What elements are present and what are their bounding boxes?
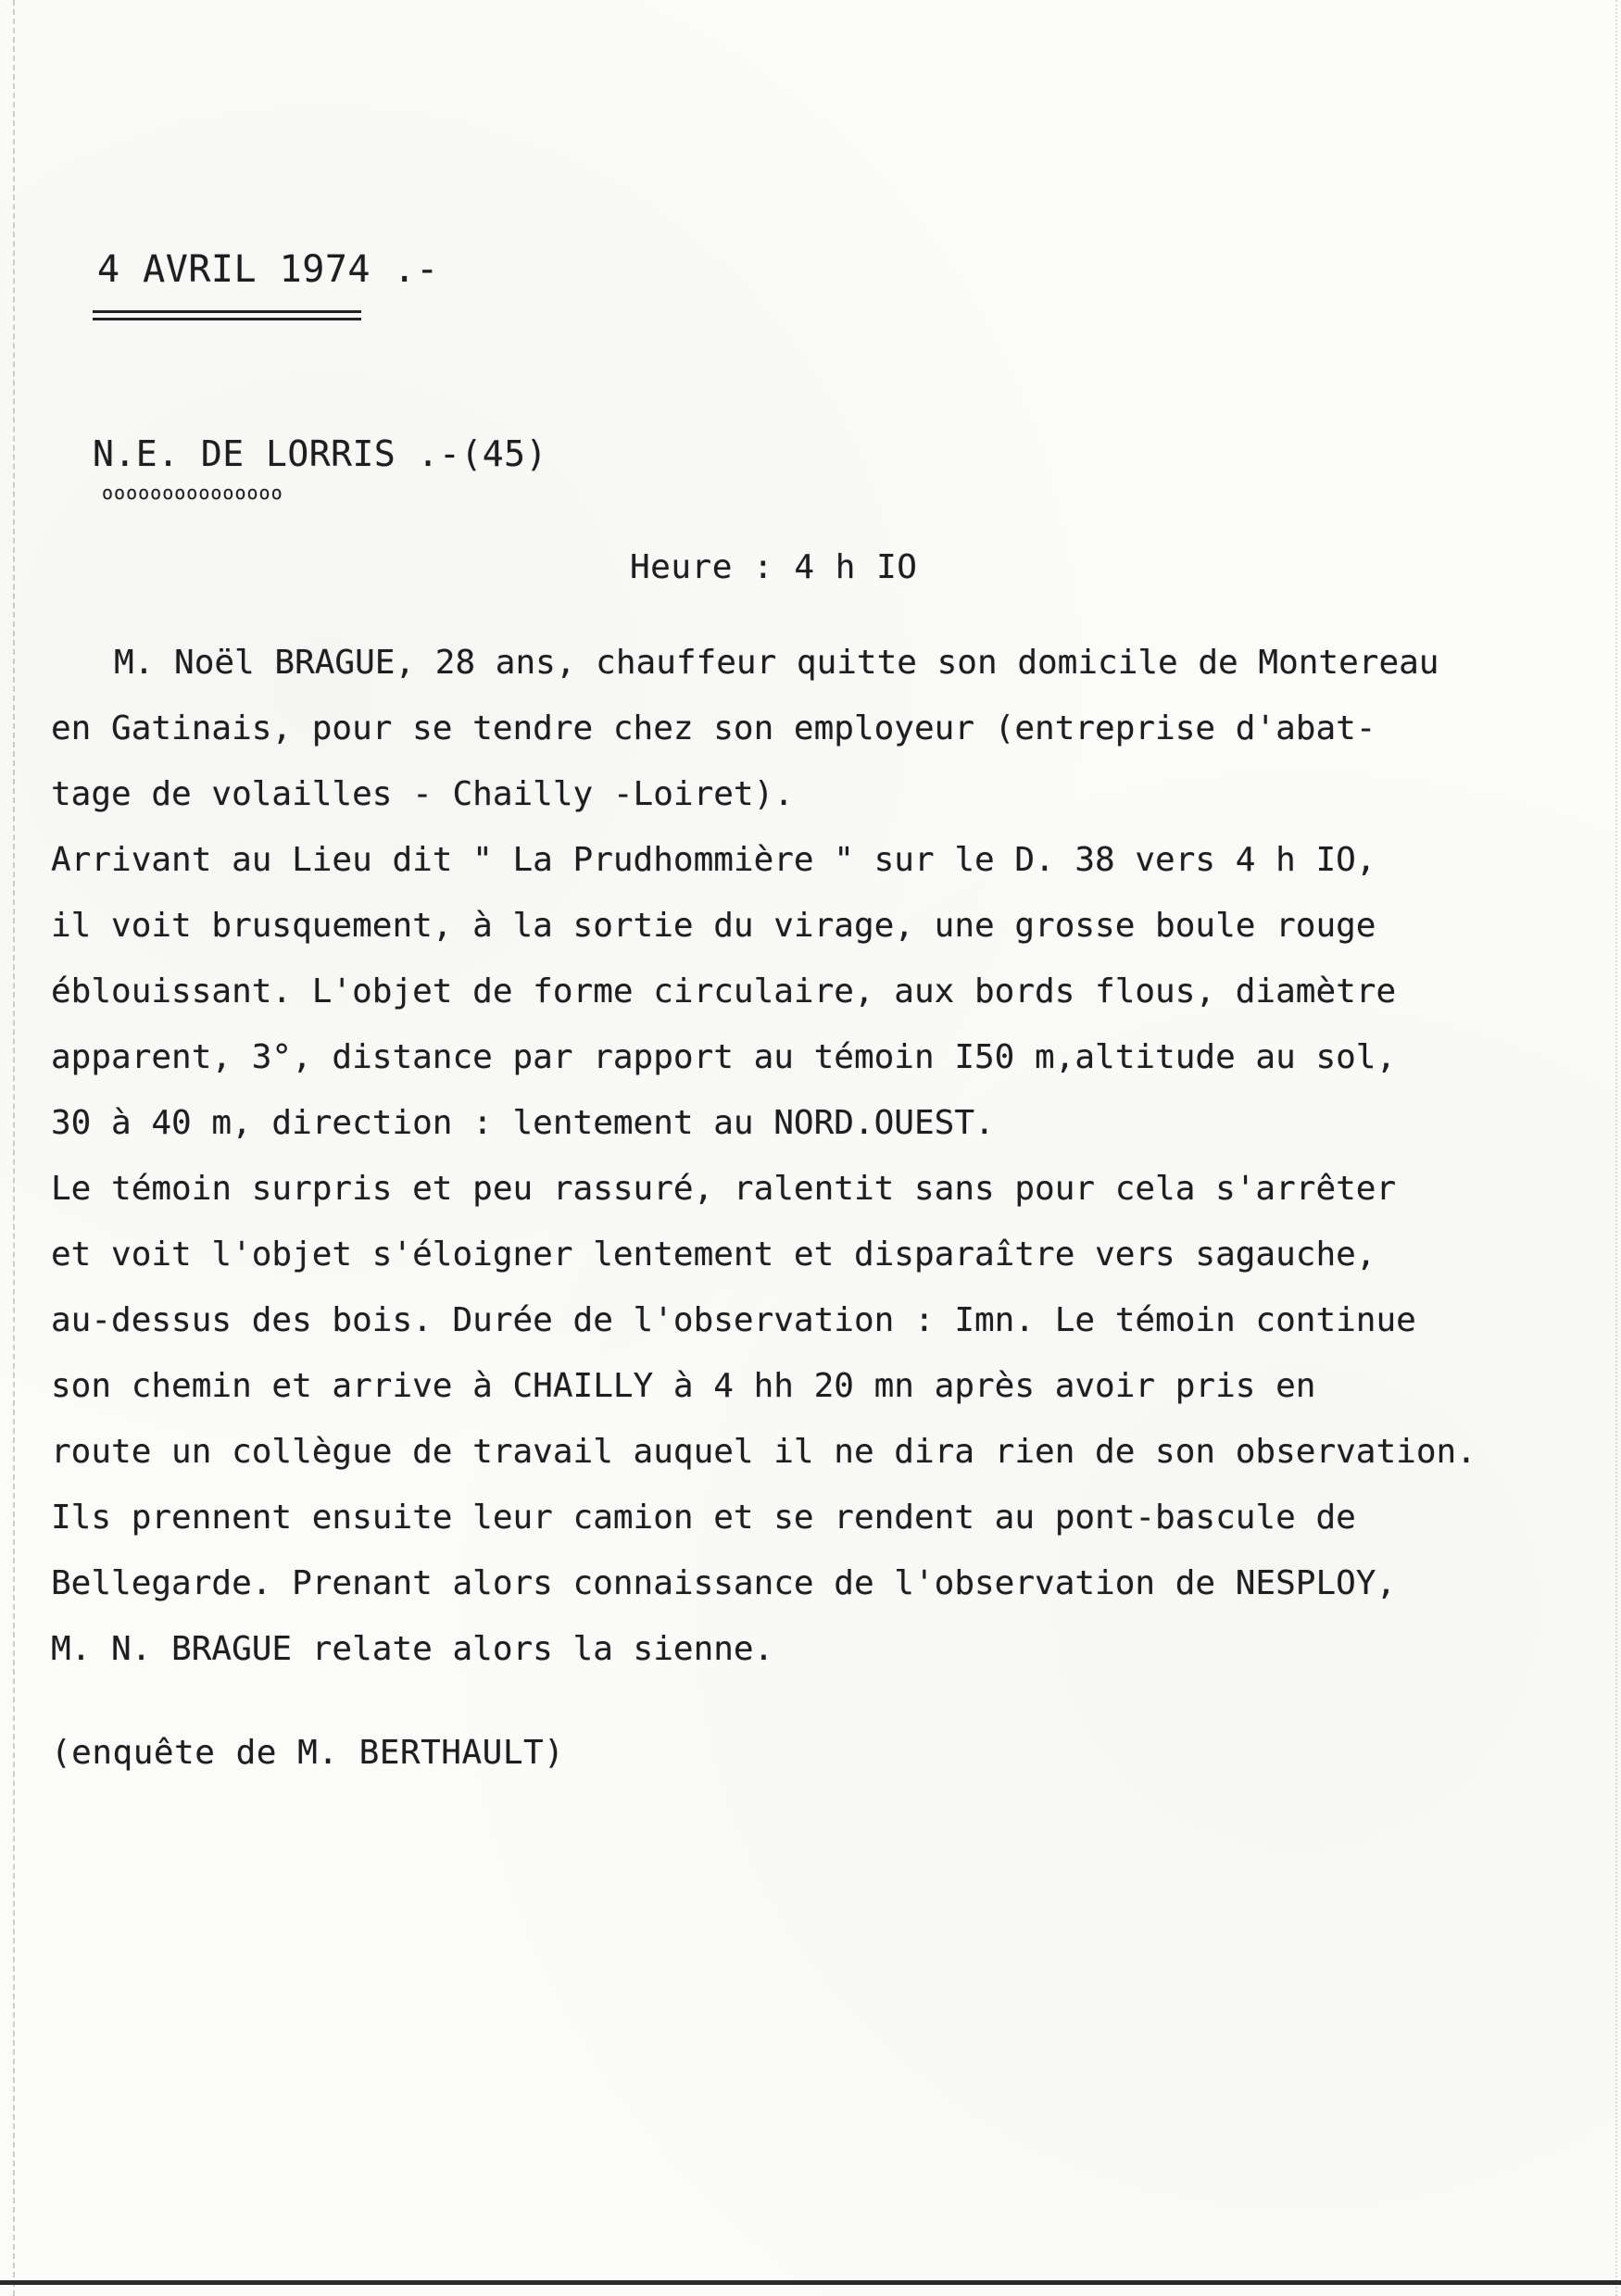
body-line: Bellegarde. Prenant alors connaissance de l'observation de NESPLOY, xyxy=(51,1564,1397,1602)
bottom-page-rule xyxy=(0,2280,1621,2285)
location-ornament: ooooooooooooooo xyxy=(102,482,283,504)
body-line: M. Noël BRAGUE, 28 ans, chauffeur quitte son domicile de Montereau xyxy=(114,644,1439,682)
body-line: et voit l'objet s'éloigner lentement et disparaître vers sagauche, xyxy=(51,1236,1376,1273)
body-line: 30 à 40 m, direction : lentement au NORD.OUEST. xyxy=(51,1104,995,1142)
body-line: son chemin et arrive à CHAILLY à 4 hh 20 mn après avoir pris en xyxy=(51,1367,1316,1405)
body-line: Arrivant au Lieu dit " La Prudhommière " sur le D. 38 vers 4 h IO, xyxy=(51,841,1376,879)
body-line: M. N. BRAGUE relate alors la sienne. xyxy=(51,1630,774,1668)
body-line: en Gatinais, pour se tendre chez son employeur (entreprise d'abat- xyxy=(51,709,1376,747)
date-double-underline xyxy=(93,310,361,320)
left-scan-edge xyxy=(13,0,15,2296)
body-line: il voit brusquement, à la sortie du virage, une grosse boule rouge xyxy=(51,907,1376,945)
report-location: N.E. DE LORRIS .-(45) xyxy=(93,433,547,474)
body-line: au-dessus des bois. Durée de l'observation : Imn. Le témoin continue xyxy=(51,1301,1416,1339)
right-scan-edge xyxy=(1615,0,1617,2296)
report-date: 4 AVRIL 1974 .- xyxy=(97,248,439,291)
body-line: Le témoin surpris et peu rassuré, ralentit sans pour cela s'arrêter xyxy=(51,1170,1397,1208)
body-line: tage de volailles - Chailly -Loiret). xyxy=(51,775,794,813)
observation-time: Heure : 4 h IO xyxy=(630,548,918,586)
report-body xyxy=(51,630,1579,1682)
investigation-credit: (enquête de M. BERTHAULT) xyxy=(51,1734,565,1772)
body-line: apparent, 3°, distance par rapport au témoin I50 m,altitude au sol, xyxy=(51,1038,1397,1076)
body-line: éblouissant. L'objet de forme circulaire, aux bords flous, diamètre xyxy=(51,972,1397,1010)
body-line: Ils prennent ensuite leur camion et se rendent au pont-bascule de xyxy=(51,1499,1356,1537)
body-line: route un collègue de travail auquel il ne dira rien de son observation. xyxy=(51,1433,1476,1471)
